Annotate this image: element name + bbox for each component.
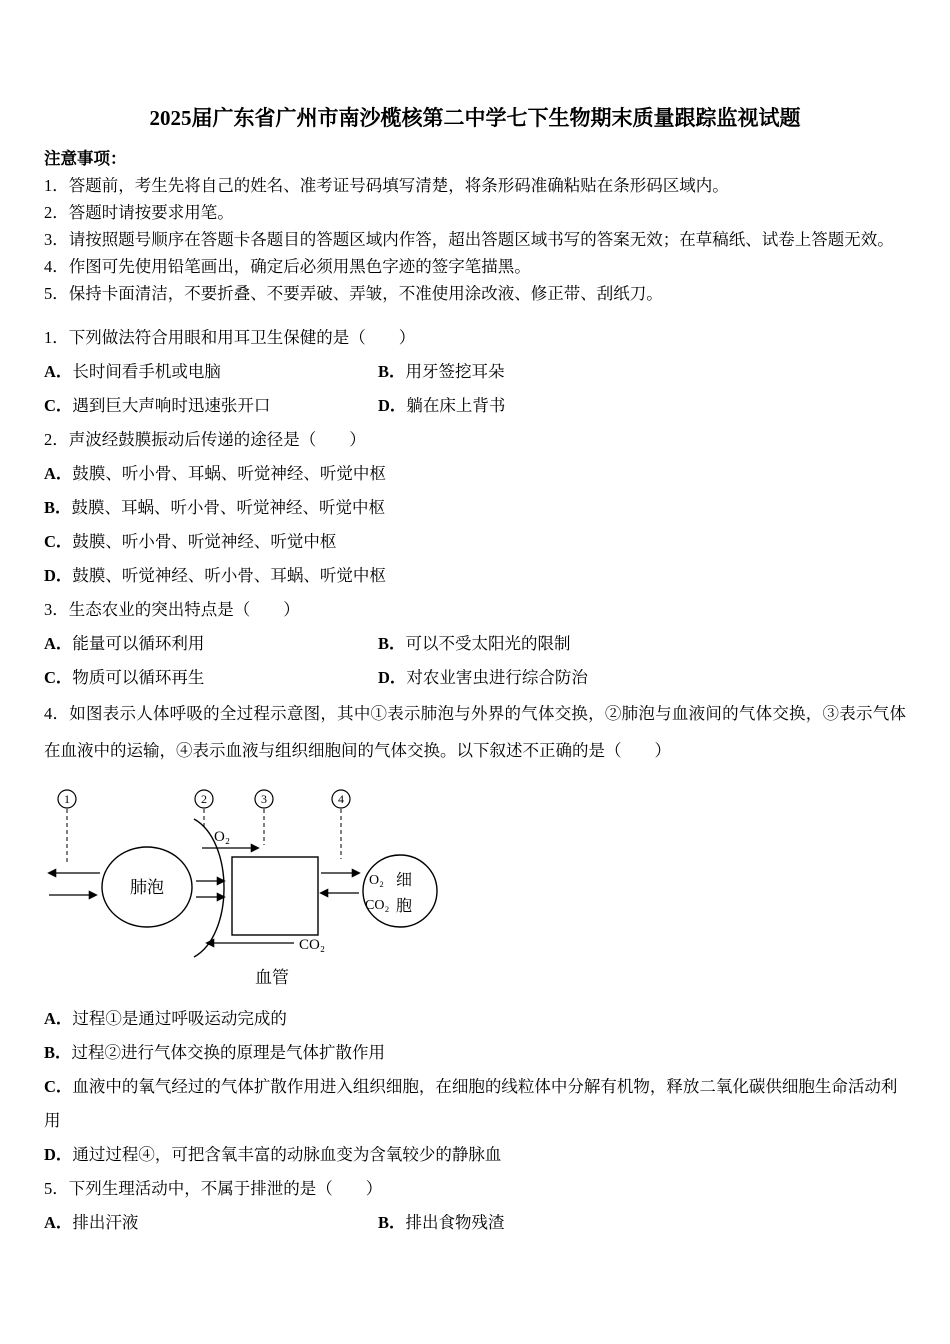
option-text: 遇到巨大声响时迅速张开口	[72, 396, 271, 415]
option-text: 长时间看手机或电脑	[72, 362, 221, 381]
option-letter: A．	[44, 464, 73, 483]
question-4-option-b	[44, 1036, 906, 1070]
option-letter: D．	[378, 396, 407, 415]
question-2-option-d	[44, 559, 906, 593]
question-5	[44, 1172, 906, 1240]
notice-heading: 注意事项：	[44, 149, 127, 168]
option-letter: A．	[44, 634, 73, 653]
option-letter: C．	[44, 1077, 73, 1096]
question-1-option-b	[378, 355, 906, 389]
option-text: 过程①是通过呼吸运动完成的	[72, 1009, 287, 1028]
option-letter: B．	[44, 1043, 72, 1062]
option-letter: D．	[44, 566, 73, 585]
question-4-option-d	[44, 1138, 906, 1172]
option-text: 过程②进行气体交换的原理是气体扩散作用	[71, 1043, 386, 1062]
notice-item-1: 1．答题前，考生先将自己的姓名、准考证号码填写清楚，将条形码准确粘贴在条形码区域内。	[44, 176, 729, 195]
co2-cell-label: CO₂	[365, 898, 390, 913]
question-4-stem: 4．如图表示人体呼吸的全过程示意图，其中①表示肺泡与外界的气体交换，②肺泡与血液间的气体交换，③表示气体在血液中的运输，④表示血液与组织细胞间的气体交换。以下叙述不正确的是（ ）	[44, 704, 906, 760]
circled-1: 1	[64, 792, 70, 806]
option-text: 可以不受太阳光的限制	[405, 634, 571, 653]
question-4	[44, 695, 906, 1172]
question-1-options	[44, 355, 906, 423]
question-1-option-d	[378, 389, 906, 423]
blood-vessel-rect	[232, 857, 318, 935]
circled-3: 3	[261, 792, 267, 806]
option-letter: A．	[44, 1213, 73, 1232]
question-5-option-a	[44, 1206, 378, 1240]
option-text: 物质可以循环再生	[72, 668, 205, 687]
question-1-option-c	[44, 389, 378, 423]
alveolus-label: 肺泡	[130, 878, 164, 897]
question-2-option-b	[44, 491, 906, 525]
circled-2: 2	[201, 792, 207, 806]
question-3-option-b	[378, 627, 906, 661]
question-2	[44, 423, 906, 593]
vessel-label: 血管	[255, 968, 289, 987]
cell-char-bottom: 胞	[396, 898, 413, 915]
question-3-option-a	[44, 627, 378, 661]
notice-item-5: 5．保持卡面清洁，不要折叠、不要弄破、弄皱，不准使用涂改液、修正带、刮纸刀。	[44, 284, 663, 303]
option-letter: D．	[44, 1145, 73, 1164]
question-4-option-c	[44, 1070, 906, 1138]
page-title: 2025届广东省广州市南沙榄核第二中学七下生物期末质量跟踪监视试题	[149, 106, 801, 130]
option-letter: D．	[378, 668, 407, 687]
notice-item-2: 2．答题时请按要求用笔。	[44, 203, 234, 222]
option-text: 鼓膜、听小骨、听觉神经、听觉中枢	[72, 532, 337, 551]
questions-list	[44, 321, 906, 1240]
option-text: 通过过程④，可把含氧丰富的动脉血变为含氧较少的静脉血	[72, 1145, 502, 1164]
cell-char-top: 细	[396, 872, 413, 889]
question-3	[44, 593, 906, 695]
question-5-options	[44, 1206, 906, 1240]
option-letter: C．	[44, 396, 73, 415]
cell-shape	[363, 855, 437, 927]
question-3-option-d	[378, 661, 906, 695]
question-2-stem: 2．声波经鼓膜振动后传递的途径是（ ）	[44, 430, 366, 449]
option-letter: B．	[378, 362, 406, 381]
question-3-stem: 3．生态农业的突出特点是（ ）	[44, 600, 300, 619]
option-text: 排出汗液	[72, 1213, 139, 1232]
circled-4: 4	[338, 792, 344, 806]
notice-item-3: 3．请按照题号顺序在答题卡各题目的答题区域内作答，超出答题区域书写的答案无效；在草稿纸、试卷上答题无效。	[44, 230, 894, 249]
option-letter: B．	[378, 1213, 406, 1232]
notice-section	[44, 145, 906, 307]
co2-bottom-label: CO₂	[299, 937, 326, 953]
question-3-option-c	[44, 661, 378, 695]
question-2-option-c	[44, 525, 906, 559]
option-text: 能量可以循环利用	[72, 634, 205, 653]
breathing-diagram	[44, 785, 444, 990]
option-letter: C．	[44, 668, 73, 687]
notice-item-4: 4．作图可先使用铅笔画出，确定后必须用黑色字迹的签字笔描黑。	[44, 257, 531, 276]
option-text: 用牙签挖耳朵	[405, 362, 505, 381]
o2-cell-label: O₂	[369, 873, 384, 888]
question-1	[44, 321, 906, 423]
option-letter: B．	[378, 634, 406, 653]
option-text: 血液中的氧气经过的气体扩散作用进入组织细胞，在细胞的线粒体中分解有机物，释放二氧化碳供细胞生命活动利用	[44, 1077, 898, 1130]
option-text: 鼓膜、耳蜗、听小骨、听觉神经、听觉中枢	[71, 498, 386, 517]
option-letter: B．	[44, 498, 72, 517]
option-text: 鼓膜、听小骨、耳蜗、听觉神经、听觉中枢	[72, 464, 386, 483]
question-1-stem: 1．下列做法符合用眼和用耳卫生保健的是（ ）	[44, 328, 416, 347]
question-4-option-a	[44, 1002, 906, 1036]
option-text: 躺在床上背书	[406, 396, 506, 415]
o2-top-label: O₂	[214, 829, 231, 845]
question-5-stem: 5．下列生理活动中，不属于排泄的是（ ）	[44, 1179, 383, 1198]
option-text: 鼓膜、听觉神经、听小骨、耳蜗、听觉中枢	[72, 566, 386, 585]
question-5-option-b	[378, 1206, 906, 1240]
option-letter: A．	[44, 1009, 73, 1028]
respiration-diagram-figure	[44, 785, 906, 990]
question-2-option-a	[44, 457, 906, 491]
question-1-option-a	[44, 355, 378, 389]
question-3-options	[44, 627, 906, 695]
option-text: 排出食物残渣	[405, 1213, 505, 1232]
option-letter: A．	[44, 362, 73, 381]
option-text: 对农业害虫进行综合防治	[406, 668, 588, 687]
option-letter: C．	[44, 532, 73, 551]
